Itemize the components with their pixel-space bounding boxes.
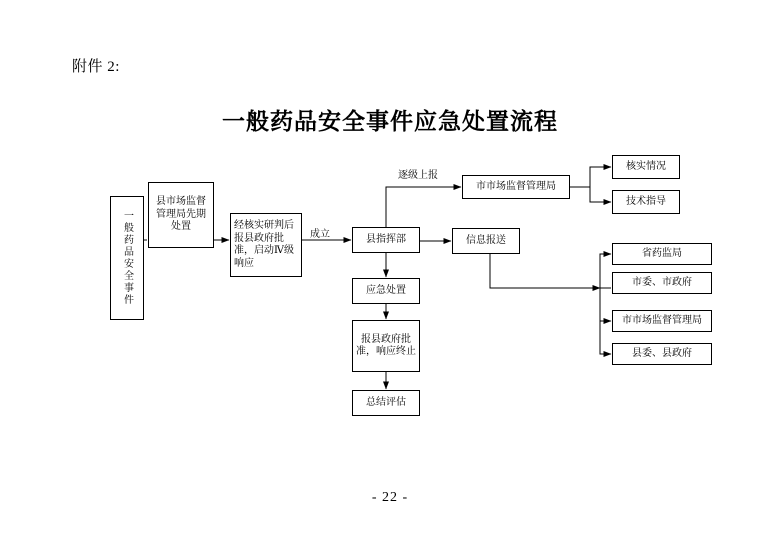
page-number: - 22 - [371, 490, 409, 505]
node-city-market-bureau: 市市场监督管理局 [462, 175, 570, 199]
node-county-headquarters: 县指挥部 [352, 227, 420, 253]
node-city-party-government: 市委、市政府 [612, 272, 712, 294]
edge-label-level-report: 逐级上报 [398, 170, 438, 181]
node-county-party-government: 县委、县政府 [612, 343, 712, 365]
node-event: 一般药品安全事件 [110, 196, 144, 320]
node-emergency-handling: 应急处置 [352, 278, 420, 304]
edge-label-establish: 成立 [310, 229, 330, 240]
node-information-report: 信息报送 [452, 228, 520, 254]
node-verify-approve: 经核实研判后报县政府批准，启动Ⅳ级响应 [230, 213, 302, 277]
node-pre-handle: 县市场监督管理局先期处置 [148, 182, 214, 248]
attachment-label: 附件 2: [72, 59, 120, 75]
node-summary-evaluation: 总结评估 [352, 390, 420, 416]
page-title: 一般药品安全事件应急处置流程 [222, 109, 558, 134]
node-report-response-end: 报县政府批准，响应终止 [352, 320, 420, 372]
node-verify-situation: 核实情况 [612, 155, 680, 179]
node-technical-guidance: 技术指导 [612, 190, 680, 214]
node-city-market-supervision: 市市场监督管理局 [612, 310, 712, 332]
node-provincial-drug-administration: 省药监局 [612, 243, 712, 265]
